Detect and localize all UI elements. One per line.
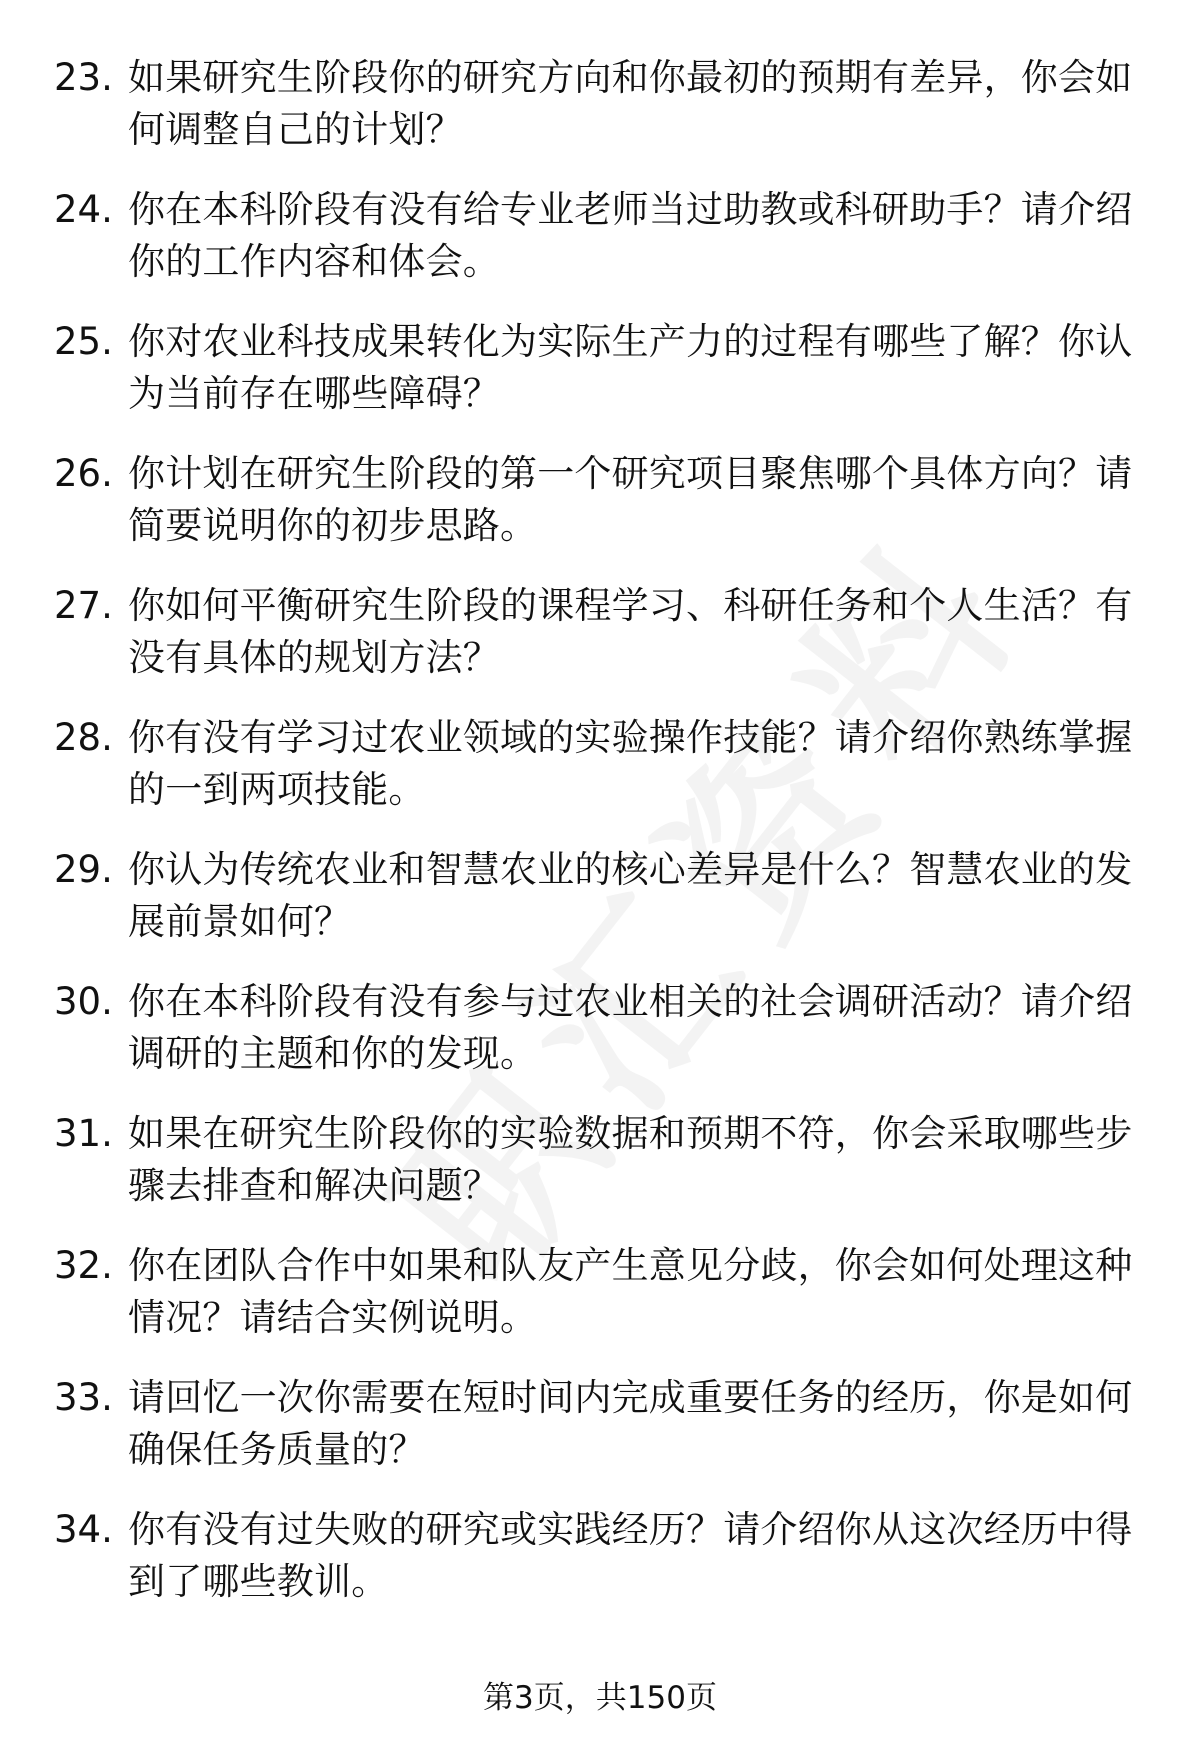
question-text: 你在本科阶段有没有给专业老师当过助教或科研助手？请介绍你的工作内容和体会。 [128,188,1133,283]
question-item [0,1372,1200,1504]
question-number: 26. [54,452,113,495]
question-item [0,976,1200,1108]
question-item [0,1108,1200,1240]
question-item [0,448,1200,580]
question-item [0,1504,1200,1636]
page-number-label: 第3页，共150页 [483,1680,717,1716]
question-item [0,184,1200,316]
question-text: 你对农业科技成果转化为实际生产力的过程有哪些了解？你认为当前存在哪些障碍？ [128,320,1133,415]
question-item [0,52,1200,184]
question-number: 30. [54,980,113,1023]
question-text: 你如何平衡研究生阶段的课程学习、科研任务和个人生活？有没有具体的规划方法？ [128,584,1133,679]
question-number: 28. [54,716,113,759]
question-text: 你认为传统农业和智慧农业的核心差异是什么？智慧农业的发展前景如何？ [128,848,1133,943]
question-text: 请回忆一次你需要在短时间内完成重要任务的经历，你是如何确保任务质量的？ [128,1376,1133,1471]
question-number: 29. [54,848,113,891]
question-text: 如果在研究生阶段你的实验数据和预期不符，你会采取哪些步骤去排查和解决问题？ [128,1112,1133,1207]
question-number: 27. [54,584,113,627]
question-number: 32. [54,1244,113,1287]
question-text: 你计划在研究生阶段的第一个研究项目聚焦哪个具体方向？请简要说明你的初步思路。 [128,452,1133,547]
question-number: 34. [54,1508,113,1551]
question-item [0,316,1200,448]
question-number: 31. [54,1112,113,1155]
question-item [0,580,1200,712]
question-text: 你在本科阶段有没有参与过农业相关的社会调研活动？请介绍调研的主题和你的发现。 [128,980,1133,1075]
question-text: 如果研究生阶段你的研究方向和你最初的预期有差异，你会如何调整自己的计划？ [128,56,1133,151]
question-text: 你有没有学习过农业领域的实验操作技能？请介绍你熟练掌握的一到两项技能。 [128,716,1133,811]
question-number: 23. [54,56,113,99]
question-number: 24. [54,188,113,231]
question-item [0,1240,1200,1372]
question-list [0,52,1200,1636]
question-text: 你在团队合作中如果和队友产生意见分歧，你会如何处理这种情况？请结合实例说明。 [128,1244,1133,1339]
question-text: 你有没有过失败的研究或实践经历？请介绍你从这次经历中得到了哪些教训。 [128,1508,1133,1603]
question-number: 25. [54,320,113,363]
question-item [0,712,1200,844]
question-item [0,844,1200,976]
question-number: 33. [54,1376,113,1419]
page-footer [0,1678,1200,1718]
